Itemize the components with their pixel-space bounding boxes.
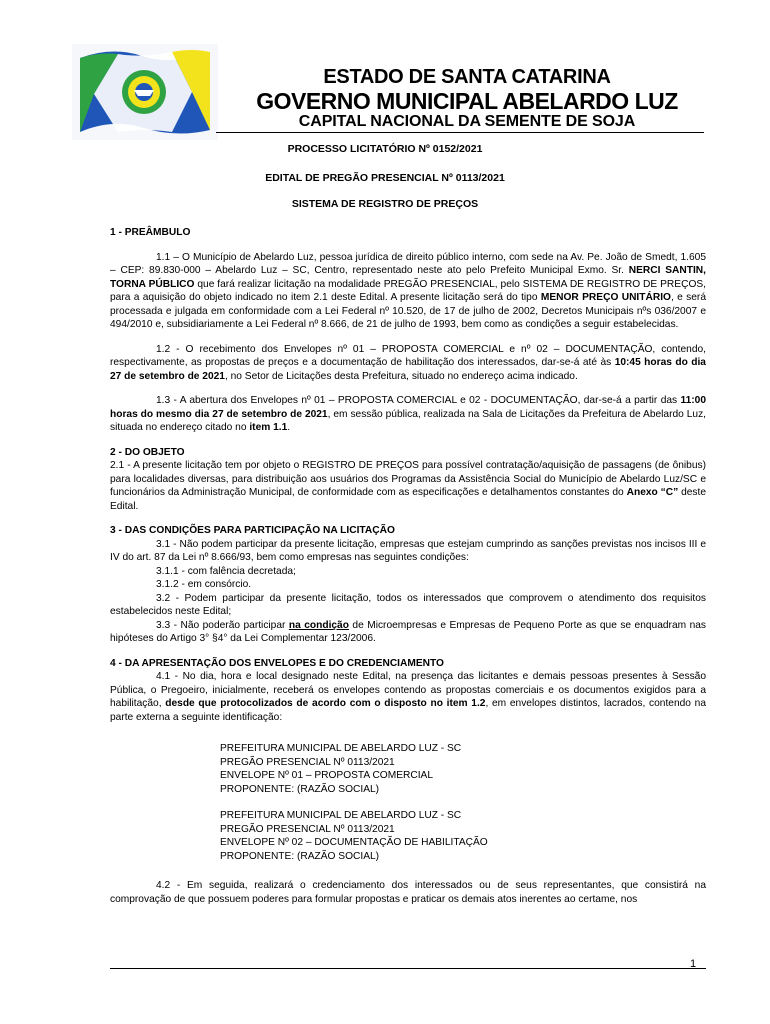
paragraph-3-2: 3.2 - Podem participar da presente licitação, todos os interessados que comprovem o atendimento dos requisitos estabelecidos neste Edital; (110, 592, 706, 617)
envelope-2-label (110, 809, 706, 863)
envelope-1-line: ENVELOPE Nº 01 – PROPOSTA COMERCIAL (220, 770, 434, 781)
paragraph-2-1: 2.1 - A presente licitação tem por objeto o REGISTRO DE PREÇOS para possível contratação/aquisição de passagens (de ônibus) para localidades diversas, para distribuição aos usuários dos Programas da Assistência Social do Município de Abelardo Luz/SC e funcionários da Administração Municipal, de conformidade com as especificações e detalhamentos constantes do Anexo “C” deste Edital. (110, 460, 706, 512)
envelope-2-line: ENVELOPE Nº 02 – DOCUMENTAÇÃO DE HABILITAÇÃO (220, 837, 488, 848)
section-2-title: 2 - DO OBJETO (110, 446, 185, 458)
footer-divider (110, 968, 706, 969)
state-heading: ESTADO DE SANTA CATARINA (323, 66, 611, 88)
municipal-flag-logo (72, 44, 218, 140)
paragraph-1-3: 1.3 - A abertura dos Envelopes nº 01 – PROPOSTA COMERCIAL e 02 - DOCUMENTAÇÃO, dar-se-á a partir das 11:00 horas do mesmo dia 27 de setembro de 2021, em sessão pública, realizada na Sala de Licitações da Prefeitura de Abelardo Luz, situada no endereço citado no item 1.1. (110, 395, 706, 433)
paragraph-3-1-1: 3.1.1 - com falência decretada; (156, 565, 296, 577)
paragraph-3-1: 3.1 - Não podem participar da presente licitação, empresas que estejam cumprindo as sanções previstas nos incisos III e IV do art. 87 da Lei nº 8.666/93, bem como empresas nas seguintes condições: (110, 538, 706, 563)
paragraph-1-1: 1.1 – O Município de Abelardo Luz, pessoa jurídica de direito público interno, com sede na Av. Pe. João de Smedt, 1.605 – CEP: 89.830-000 – Abelardo Luz – SC, Centro, representado neste ato pelo Prefeito Municipal Exmo. Sr. NERCI SANTIN, TORNA PÚBLICO que fará realizar licitação na modalidade PREGÃO PRESENCIAL, pelo SISTEMA DE REGISTRO DE PREÇOS, para a aquisição do objeto indicado no item 2.1 deste Edital. A presente licitação será do tipo MENOR PREÇO UNITÁRIO, e será processada e julgada em conformidade com a Lei Federal nº 10.520, de 17 de julho de 2002, Decretos Municipais nºs 036/2007 e 494/2010 e, subsidiariamente a Lei Federal nº 8.666, de 21 de julho de 1993, bem como as condições a seguir estabelecidas. (110, 251, 706, 330)
paragraph-3-3: 3.3 - Não poderão participar na condição de Microempresas e Empresas de Pequeno Porte as que se enquadram nas hipóteses do Artigo 3° §4° da Lei Complementar 123/2006. (110, 619, 706, 644)
process-number: PROCESSO LICITATÓRIO Nº 0152/2021 (287, 143, 483, 155)
envelope-2-line: PREFEITURA MUNICIPAL DE ABELARDO LUZ - SC (220, 810, 462, 821)
page-number: 1 (690, 958, 697, 970)
paragraph-3-1-2: 3.1.2 - em consórcio. (156, 579, 252, 590)
paragraph-1-2: 1.2 - O recebimento dos Envelopes nº 01 – PROPOSTA COMERCIAL e nº 02 – DOCUMENTAÇÃO, contendo, respectivamente, as propostas de preços e a documentação de habilitação dos interessados, dar-se-á até às 10:45 horas do dia 27 de setembro de 2021, no Setor de Licitações desta Prefeitura, situado no endereço acima indicado. (110, 343, 706, 382)
tagline-heading: CAPITAL NACIONAL DA SEMENTE DE SOJA (298, 113, 636, 130)
section-4-title: 4 - DA APRESENTAÇÃO DOS ENVELOPES E DO CREDENCIAMENTO (110, 657, 444, 669)
envelope-2-line: PROPONENTE: (RAZÃO SOCIAL) (220, 850, 380, 862)
header-divider (216, 132, 704, 133)
edital-number: EDITAL DE PREGÃO PRESENCIAL Nº 0113/2021 (265, 172, 505, 184)
government-heading: GOVERNO MUNICIPAL ABELARDO LUZ (256, 88, 678, 114)
envelope-1-label (110, 742, 706, 796)
document-body (110, 226, 706, 906)
section-1-title: 1 - PREÂMBULO (110, 227, 191, 238)
envelope-1-line: PROPONENTE: (RAZÃO SOCIAL) (220, 783, 380, 795)
envelope-1-line: PREGÃO PRESENCIAL Nº 0113/2021 (220, 756, 395, 768)
envelope-1-line: PREFEITURA MUNICIPAL DE ABELARDO LUZ - SC (220, 743, 462, 754)
paragraph-4-1: 4.1 - No dia, hora e local designado neste Edital, na presença das licitantes e demais pessoas presentes à Sessão Pública, o Pregoeiro, inicialmente, receberá os envelopes contendo as propostas comerciais e os documentos exigidos para a habilitação, desde que protocolizados de acordo com o disposto no item 1.2, em envelopes distintos, lacrados, contendo na parte externa a seguinte identificação: (110, 671, 706, 723)
system-title: SISTEMA DE REGISTRO DE PREÇOS (291, 198, 479, 210)
envelope-2-line: PREGÃO PRESENCIAL Nº 0113/2021 (220, 823, 395, 835)
paragraph-4-2: 4.2 - Em seguida, realizará o credenciamento dos interessados ou de seus representantes, que consistirá na comprovação de que possuem poderes para formular propostas e praticar os demais atos inerentes ao certame, nos (110, 880, 706, 905)
section-3-title: 3 - DAS CONDIÇÕES PARA PARTICIPAÇÃO NA LICITAÇÃO (110, 525, 395, 536)
